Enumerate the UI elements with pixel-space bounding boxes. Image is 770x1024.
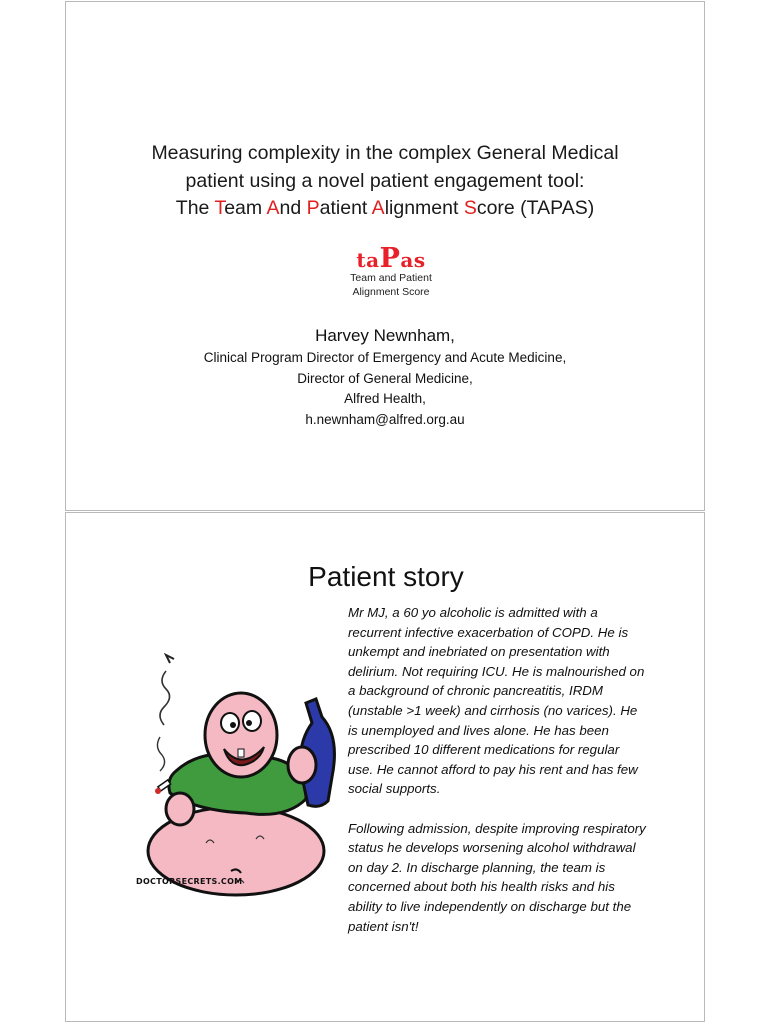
tapas-logo bbox=[336, 243, 446, 308]
title-word-and: nd bbox=[279, 197, 307, 219]
title-initial-s: S bbox=[463, 197, 477, 219]
title-initial-p: P bbox=[306, 197, 320, 219]
author-name: Harvey Newnham, bbox=[315, 326, 455, 345]
title-slide bbox=[65, 1, 705, 511]
presentation-title bbox=[66, 140, 704, 223]
title-the: The bbox=[175, 197, 215, 219]
title-word-patient: atient bbox=[319, 197, 372, 219]
title-word-alignment: lignment bbox=[384, 197, 464, 219]
logo-mark-p: P bbox=[379, 243, 401, 274]
drunk-man-cartoon bbox=[136, 653, 336, 903]
affiliation-line: Alfred Health, bbox=[344, 391, 426, 406]
title-line-1: Measuring complexity in the complex General Medical bbox=[151, 142, 619, 164]
title-initial-a2: A bbox=[371, 197, 385, 219]
logo-mark-as: as bbox=[400, 248, 426, 272]
logo-subtitle-line-1: Team and Patient bbox=[350, 272, 432, 284]
title-initial-t: T bbox=[214, 197, 225, 219]
slide-title: Patient story bbox=[308, 561, 464, 592]
logo-mark-ta: ta bbox=[356, 248, 380, 272]
affiliation-line: Clinical Program Director of Emergency and Acute Medicine, bbox=[203, 350, 567, 365]
affiliation-line: Director of General Medicine, bbox=[297, 370, 473, 386]
title-line-2: patient using a novel patient engagement tool: bbox=[185, 169, 585, 192]
patient-story-slide bbox=[65, 512, 705, 1022]
title-word-score: core (TAPAS) bbox=[476, 197, 595, 219]
author-email: h.newnham@alfred.org.au bbox=[305, 411, 465, 427]
title-line-3 bbox=[66, 195, 704, 223]
logo-subtitle-line-2: Alignment Score bbox=[352, 286, 430, 298]
title-initial-a: A bbox=[266, 197, 280, 219]
patient-story-text bbox=[348, 603, 648, 936]
tapas-logo-mark bbox=[336, 243, 446, 274]
author-affiliation bbox=[66, 348, 704, 430]
story-paragraph-2: Following admission, despite improving respiratory status he develops worsening alcohol withdrawal on day 2. In discharge planning, the team is concerned about both his health risks and his ability to live independently on discharge but the patient isn't! bbox=[348, 820, 646, 934]
title-word-team: eam bbox=[224, 197, 267, 219]
cartoon-credit: DOCTORSECRETS.COM bbox=[136, 877, 243, 886]
story-paragraph-1: Mr MJ, a 60 yo alcoholic is admitted with a recurrent infective exacerbation of COPD. He is unkempt and inebriated on presentation with delirium. Not requiring ICU. He is malnourished on a background of chronic pancreatitis, IRDM (unstable >1 week) and cirrhosis (no varices). He is unemployed and lives alone. He has been prescribed 10 different medications for regular use. He cannot afford to pay his rent and has few social supports. bbox=[348, 605, 645, 797]
